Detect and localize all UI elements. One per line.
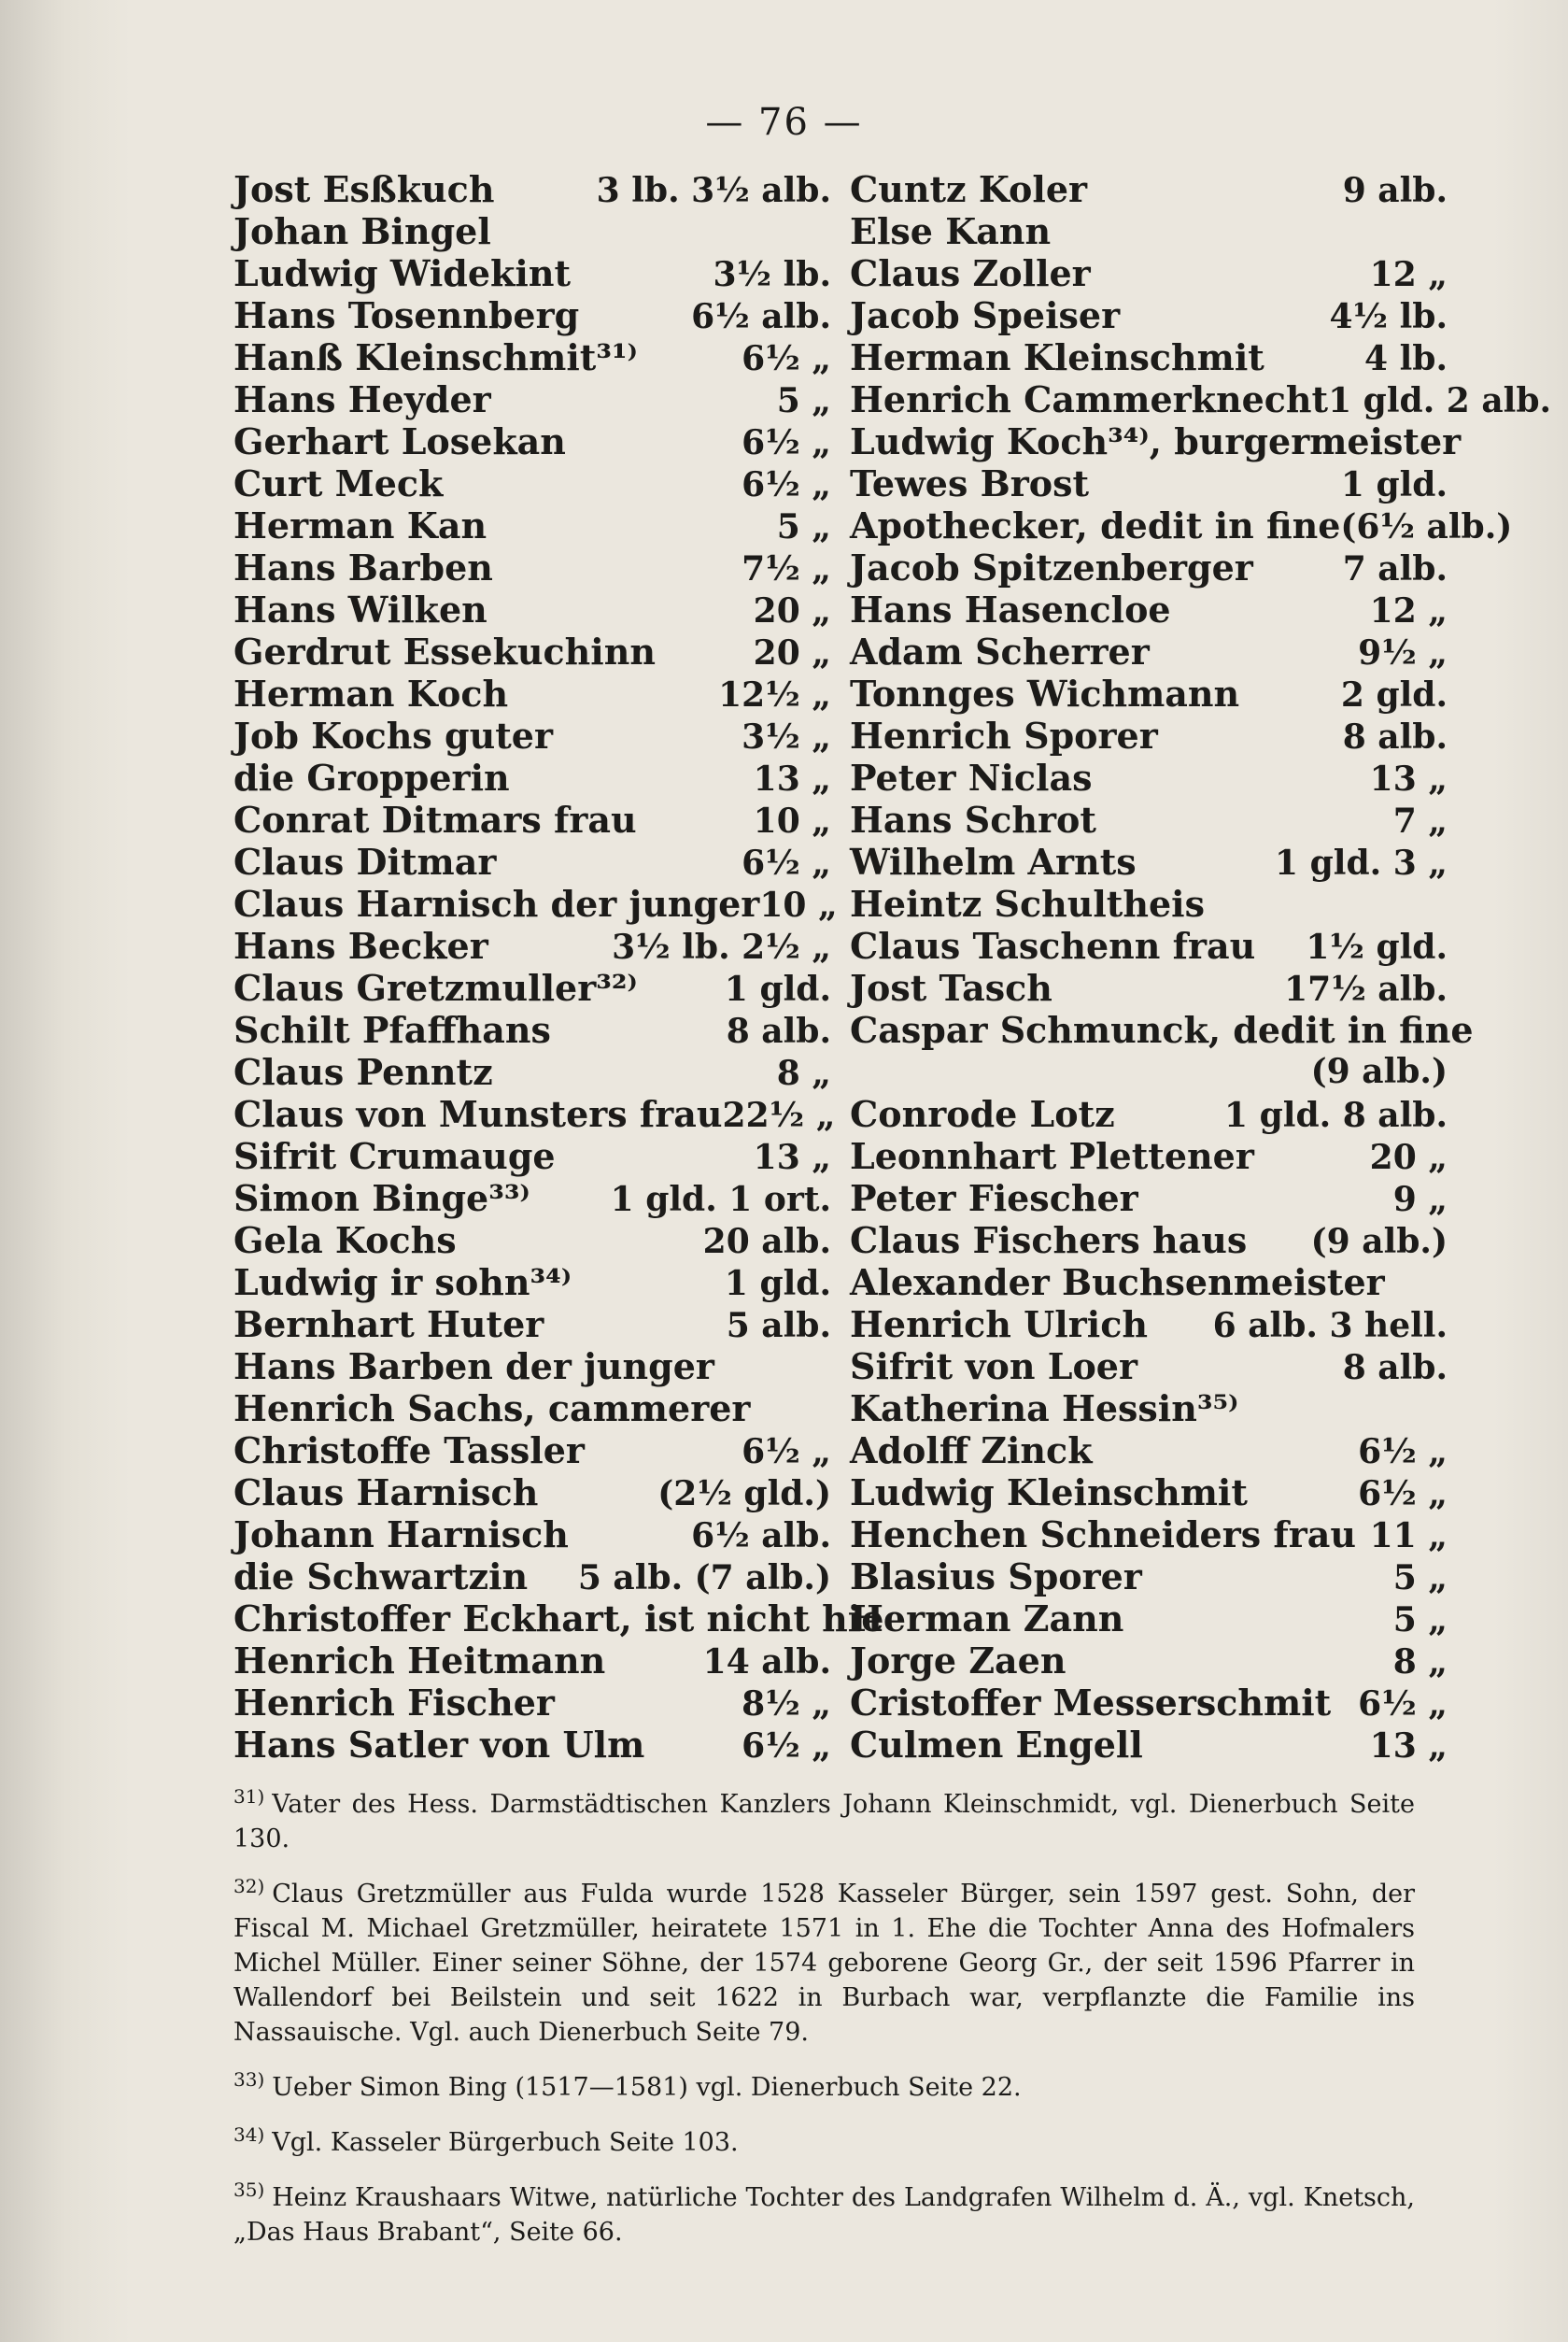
entry-name: Conrode Lotz bbox=[850, 1093, 1115, 1135]
entry-value: 2 gld. bbox=[1340, 675, 1448, 715]
entry-value: 6½ „ bbox=[742, 423, 831, 462]
list-item bbox=[233, 1261, 831, 1303]
entry-name: Curt Meck bbox=[233, 462, 444, 504]
entry-name: Claus Harnisch der junger bbox=[233, 883, 760, 925]
entry-value: 5 „ bbox=[776, 507, 831, 546]
entry-name: Hans Becker bbox=[233, 925, 488, 967]
list-item bbox=[233, 420, 831, 462]
footnote-text: Heinz Kraushaars Witwe, natürliche Tochter des Landgrafen Wilhelm d. Ä., vgl. Knetsch, „Das Haus Brabant“, Seite 66. bbox=[233, 2183, 1415, 2247]
entry-name: Tewes Brost bbox=[850, 462, 1090, 504]
list-item bbox=[850, 378, 1552, 420]
entry-value: 1 gld. 3 „ bbox=[1275, 844, 1448, 883]
entry-name: Ludwig Widekint bbox=[233, 252, 571, 294]
list-item bbox=[850, 1093, 1448, 1135]
footnote-text: Claus Gretzmüller aus Fulda wurde 1528 Kasseler Bürger, sein 1597 gest. Sohn, der Fiscal M. Michael Gretzmüller, heiratete 1571 in 1. Ehe die Tochter Anna des Hofmalers Michel Müller. Einer seiner Söhne, der 1574 geborene Georg Gr., der seit 1596 Pfarrer in Wallendorf bei Beilstein und seit 1622 in Burbach war, verpflanzte die Familie ins Nassauische. Vgl. auch Dienerbuch Seite 79. bbox=[233, 1880, 1415, 2047]
list-item bbox=[233, 252, 831, 294]
entry-name: Claus Harnisch bbox=[233, 1471, 539, 1513]
entry-name: Ludwig ir sohn³⁴⁾ bbox=[233, 1261, 572, 1303]
entry-value: 9½ „ bbox=[1358, 633, 1448, 673]
entry-value: 6½ „ bbox=[742, 844, 831, 883]
entry-name: Peter Niclas bbox=[850, 757, 1093, 799]
entry-name: Hans Tosennberg bbox=[233, 294, 580, 336]
entry-value: 8 „ bbox=[1392, 1642, 1448, 1682]
list-item bbox=[850, 883, 1448, 925]
entry-value: 13 „ bbox=[1369, 1726, 1448, 1766]
entry-name: Herman Kleinschmit bbox=[850, 336, 1264, 378]
entry-value: 5 alb. (7 alb.) bbox=[577, 1558, 831, 1597]
list-item bbox=[850, 1009, 1474, 1051]
list-item bbox=[850, 1555, 1448, 1597]
footnote-number: 34) bbox=[233, 2123, 265, 2146]
entry-value: (6½ alb.) bbox=[1340, 507, 1513, 546]
entry-value: 5 alb. bbox=[726, 1306, 831, 1345]
entry-value: (9 alb.) bbox=[1310, 1052, 1448, 1091]
entry-value: 8 „ bbox=[776, 1054, 831, 1093]
list-item bbox=[233, 546, 831, 589]
entry-name: Herman Zann bbox=[850, 1597, 1124, 1639]
list-item bbox=[233, 757, 831, 799]
entry-value: 6½ „ bbox=[742, 465, 831, 504]
entry-value: 6½ alb. bbox=[691, 1516, 831, 1555]
list-item bbox=[233, 504, 831, 546]
entry-name: Herman Koch bbox=[233, 673, 509, 715]
list-item bbox=[850, 799, 1448, 841]
entry-name: Gela Kochs bbox=[233, 1219, 457, 1261]
list-item bbox=[850, 1513, 1448, 1555]
footnote-text: Vater des Hess. Darmstädtischen Kanzlers Johann Kleinschmidt, vgl. Dienerbuch Seite 130. bbox=[233, 1790, 1415, 1853]
entry-name: Simon Binge³³⁾ bbox=[233, 1177, 530, 1219]
entry-value: 1½ gld. bbox=[1306, 928, 1448, 967]
list-item bbox=[850, 294, 1448, 336]
entry-value: 8 alb. bbox=[726, 1012, 831, 1051]
entry-name: Claus Gretzmuller³²⁾ bbox=[233, 967, 638, 1009]
entry-value: 1 gld. bbox=[724, 970, 831, 1009]
entry-name: Ludwig Kleinschmit bbox=[850, 1471, 1248, 1513]
entry-name: Claus Ditmar bbox=[233, 841, 497, 883]
entry-value: 8½ „ bbox=[742, 1684, 831, 1724]
footnote bbox=[233, 2063, 1415, 2105]
right-column bbox=[850, 168, 1552, 1766]
entry-name: Hanß Kleinschmit³¹⁾ bbox=[233, 336, 638, 378]
entry-value: (9 alb.) bbox=[1310, 1222, 1448, 1261]
list-item bbox=[233, 462, 831, 504]
entry-value: 10 „ bbox=[759, 886, 838, 925]
entry-value: 4 lb. bbox=[1364, 339, 1448, 378]
list-item bbox=[233, 925, 831, 967]
list-item bbox=[233, 168, 831, 210]
entry-name: Claus Fischers haus bbox=[850, 1219, 1248, 1261]
list-item bbox=[850, 1429, 1448, 1471]
entry-value: 7 „ bbox=[1392, 802, 1448, 841]
entry-name: Jost Esßkuch bbox=[233, 168, 495, 210]
entry-name: Adam Scherrer bbox=[850, 631, 1150, 673]
entry-name: Blasius Sporer bbox=[850, 1555, 1142, 1597]
footnote bbox=[233, 2173, 1415, 2250]
entry-name: Jacob Speiser bbox=[850, 294, 1121, 336]
entry-name: Leonnhart Plettener bbox=[850, 1135, 1254, 1177]
entry-name: Bernhart Huter bbox=[233, 1303, 544, 1345]
entry-name: Alexander Buchsenmeister bbox=[850, 1261, 1385, 1303]
list-item bbox=[850, 1682, 1448, 1724]
list-item bbox=[850, 1471, 1448, 1513]
entry-value: 6 alb. 3 hell. bbox=[1212, 1306, 1448, 1345]
entry-value: 13 „ bbox=[753, 1138, 831, 1177]
entry-name: Henrich Heitmann bbox=[233, 1639, 606, 1682]
list-item bbox=[233, 715, 831, 757]
entry-value: 3 lb. 3½ alb. bbox=[596, 171, 831, 210]
list-item bbox=[233, 841, 831, 883]
page-number: — 76 — bbox=[705, 101, 863, 144]
entry-value: 13 „ bbox=[1369, 759, 1448, 799]
list-item bbox=[233, 631, 831, 673]
entry-value: 1 gld. 8 alb. bbox=[1224, 1096, 1448, 1135]
list-item bbox=[233, 210, 831, 252]
entry-value: 7 alb. bbox=[1342, 549, 1448, 589]
list-item bbox=[233, 967, 831, 1009]
entry-name: Else Kann bbox=[850, 210, 1052, 252]
entry-name: Peter Fiescher bbox=[850, 1177, 1138, 1219]
list-item bbox=[850, 1597, 1448, 1639]
footnote-text: Vgl. Kasseler Bürgerbuch Seite 103. bbox=[272, 2128, 739, 2157]
list-item bbox=[850, 589, 1448, 631]
footnote bbox=[233, 2118, 1415, 2160]
entry-value: 20 „ bbox=[753, 591, 831, 631]
list-item bbox=[233, 336, 831, 378]
list-item bbox=[233, 1724, 831, 1766]
entry-value: 22½ „ bbox=[722, 1096, 836, 1135]
entry-value: 8 alb. bbox=[1342, 1348, 1448, 1387]
list-item bbox=[233, 1177, 831, 1219]
entry-value: 9 alb. bbox=[1342, 171, 1448, 210]
entry-value: 6½ alb. bbox=[691, 297, 831, 336]
entry-value: 6½ „ bbox=[1358, 1432, 1448, 1471]
footnote bbox=[233, 1869, 1415, 2050]
list-item bbox=[850, 1345, 1448, 1387]
entry-name: Jost Tasch bbox=[850, 967, 1052, 1009]
entry-name: Wilhelm Arnts bbox=[850, 841, 1137, 883]
entry-name: Caspar Schmunck, dedit in fine bbox=[850, 1009, 1474, 1051]
footnote-number: 35) bbox=[233, 2179, 265, 2201]
list-item bbox=[850, 631, 1448, 673]
list-item bbox=[850, 420, 1462, 462]
entry-value: 20 „ bbox=[1369, 1138, 1448, 1177]
list-item bbox=[233, 1639, 831, 1682]
entry-value: 1 gld. bbox=[724, 1264, 831, 1303]
entry-value: 6½ „ bbox=[1358, 1684, 1448, 1724]
entry-value: 12½ „ bbox=[718, 675, 831, 715]
entry-name: Henchen Schneiders frau bbox=[850, 1513, 1356, 1555]
list-item bbox=[850, 210, 1448, 252]
list-item bbox=[850, 546, 1448, 589]
footnotes bbox=[233, 1780, 1415, 2263]
entry-name: Ludwig Koch³⁴⁾, burgermeister bbox=[850, 420, 1462, 462]
list-item bbox=[850, 1135, 1448, 1177]
entry-name: Herman Kan bbox=[233, 504, 487, 546]
list-item bbox=[850, 1724, 1448, 1766]
entry-name: Schilt Pfaffhans bbox=[233, 1009, 551, 1051]
entry-name: Hans Barben der junger bbox=[233, 1345, 714, 1387]
list-item bbox=[850, 673, 1448, 715]
list-item bbox=[233, 1345, 831, 1387]
entry-value: 8 alb. bbox=[1342, 717, 1448, 757]
entry-name: Cuntz Koler bbox=[850, 168, 1088, 210]
entry-name: Henrich Sporer bbox=[850, 715, 1158, 757]
entry-value: (2½ gld.) bbox=[657, 1474, 831, 1513]
list-item bbox=[233, 1009, 831, 1051]
entry-name: Tonnges Wichmann bbox=[850, 673, 1240, 715]
entry-name: Jorge Zaen bbox=[850, 1639, 1067, 1682]
entry-name: Henrich Cammerknecht bbox=[850, 378, 1329, 420]
footnote bbox=[233, 1780, 1415, 1856]
entry-name: Christoffer Eckhart, ist nicht hie bbox=[233, 1597, 884, 1639]
entry-name: Hans Schrot bbox=[850, 799, 1096, 841]
list-item bbox=[233, 294, 831, 336]
footnote-number: 32) bbox=[233, 1875, 265, 1897]
list-item bbox=[850, 252, 1448, 294]
list-item bbox=[233, 1051, 831, 1093]
entry-value: 13 „ bbox=[753, 759, 831, 799]
entry-value: 14 alb. bbox=[702, 1642, 831, 1682]
list-item bbox=[850, 1387, 1448, 1429]
entry-name: Hans Wilken bbox=[233, 589, 487, 631]
entry-name: Heintz Schultheis bbox=[850, 883, 1205, 925]
entry-name: Claus Penntz bbox=[233, 1051, 493, 1093]
entry-name: Gerhart Losekan bbox=[233, 420, 566, 462]
entry-name: Hans Satler von Ulm bbox=[233, 1724, 645, 1766]
entry-name: Hans Heyder bbox=[233, 378, 491, 420]
entry-value: 6½ „ bbox=[742, 1432, 831, 1471]
entry-name: Christoffe Tassler bbox=[233, 1429, 585, 1471]
list-item bbox=[850, 1261, 1448, 1303]
footnote-text: Ueber Simon Bing (1517—1581) vgl. Dienerbuch Seite 22. bbox=[272, 2073, 1022, 2102]
entry-name: Claus Taschenn frau bbox=[850, 925, 1256, 967]
entry-name: Henrich Fischer bbox=[233, 1682, 555, 1724]
list-item bbox=[850, 1051, 1448, 1093]
entry-name: Henrich Ulrich bbox=[850, 1303, 1148, 1345]
list-item bbox=[850, 462, 1448, 504]
entry-value: 6½ „ bbox=[1358, 1474, 1448, 1513]
list-item bbox=[233, 378, 831, 420]
entry-name: Johan Bingel bbox=[233, 210, 491, 252]
list-item bbox=[233, 1555, 831, 1597]
list-item bbox=[233, 1303, 831, 1345]
entry-value: 1 gld. 1 ort. bbox=[610, 1180, 831, 1219]
list-item bbox=[233, 1682, 831, 1724]
entry-name: Gerdrut Essekuchinn bbox=[233, 631, 656, 673]
list-item bbox=[233, 1513, 831, 1555]
list-item bbox=[850, 757, 1448, 799]
entry-value: 7½ „ bbox=[742, 549, 831, 589]
list-item bbox=[850, 336, 1448, 378]
entry-name: Katherina Hessin³⁵⁾ bbox=[850, 1387, 1239, 1429]
entry-value: 1 gld. bbox=[1340, 465, 1448, 504]
list-item bbox=[233, 673, 831, 715]
entry-name: Hans Hasencloe bbox=[850, 589, 1171, 631]
entry-value: 5 „ bbox=[1392, 1600, 1448, 1639]
list-item bbox=[233, 1387, 831, 1429]
entry-value: 6½ „ bbox=[742, 339, 831, 378]
entry-name: die Gropperin bbox=[233, 757, 510, 799]
list-item bbox=[233, 1135, 831, 1177]
list-item bbox=[850, 841, 1448, 883]
entry-name: Henrich Sachs, cammerer bbox=[233, 1387, 751, 1429]
list-item bbox=[233, 1219, 831, 1261]
list-item bbox=[850, 715, 1448, 757]
entry-value: 3½ lb. 2½ „ bbox=[612, 928, 831, 967]
list-item bbox=[850, 1177, 1448, 1219]
entry-value: 3½ lb. bbox=[713, 255, 831, 294]
list-item bbox=[850, 967, 1448, 1009]
entry-name: Conrat Ditmars frau bbox=[233, 799, 637, 841]
entry-name: Adolff Zinck bbox=[850, 1429, 1093, 1471]
list-item bbox=[850, 168, 1448, 210]
list-item bbox=[233, 1093, 836, 1135]
entry-name: Job Kochs guter bbox=[233, 715, 553, 757]
entry-name: Sifrit von Loer bbox=[850, 1345, 1138, 1387]
entry-name: Culmen Engell bbox=[850, 1724, 1143, 1766]
entry-value: 6½ „ bbox=[742, 1726, 831, 1766]
footnote-number: 33) bbox=[233, 2068, 265, 2091]
footnote-number: 31) bbox=[233, 1785, 265, 1808]
list-item bbox=[233, 1597, 884, 1639]
entry-name: Cristoffer Messerschmit bbox=[850, 1682, 1332, 1724]
list-item bbox=[233, 1429, 831, 1471]
entry-name: Claus Zoller bbox=[850, 252, 1091, 294]
list-item bbox=[850, 504, 1513, 546]
list-item bbox=[850, 1639, 1448, 1682]
entry-value: 9 „ bbox=[1392, 1180, 1448, 1219]
entry-name: Johann Harnisch bbox=[233, 1513, 569, 1555]
entry-name: Apothecker, dedit in fine bbox=[850, 504, 1341, 546]
entry-value: 1 gld. 2 alb. bbox=[1328, 381, 1552, 420]
list-item bbox=[233, 589, 831, 631]
entry-name: die Schwartzin bbox=[233, 1555, 529, 1597]
entry-value: 3½ „ bbox=[742, 717, 831, 757]
entry-value: 5 „ bbox=[1392, 1558, 1448, 1597]
entry-name: Jacob Spitzenberger bbox=[850, 546, 1253, 589]
entry-name: Claus von Munsters frau bbox=[233, 1093, 723, 1135]
entry-value: 20 alb. bbox=[702, 1222, 831, 1261]
entry-value: 12 „ bbox=[1369, 255, 1448, 294]
left-column bbox=[233, 168, 884, 1766]
list-item bbox=[850, 925, 1448, 967]
entry-value: 5 „ bbox=[776, 381, 831, 420]
list-item bbox=[850, 1303, 1448, 1345]
list-item bbox=[233, 1471, 831, 1513]
list-item bbox=[233, 799, 831, 841]
entry-value: 11 „ bbox=[1369, 1516, 1448, 1555]
entry-name: Hans Barben bbox=[233, 546, 493, 589]
list-item bbox=[850, 1219, 1448, 1261]
entry-value: 20 „ bbox=[753, 633, 831, 673]
entry-value: 12 „ bbox=[1369, 591, 1448, 631]
entry-value: 17½ alb. bbox=[1284, 970, 1448, 1009]
entry-value: 10 „ bbox=[753, 802, 831, 841]
entry-value: 4½ lb. bbox=[1329, 297, 1448, 336]
entry-name: Sifrit Crumauge bbox=[233, 1135, 556, 1177]
list-item bbox=[233, 883, 838, 925]
